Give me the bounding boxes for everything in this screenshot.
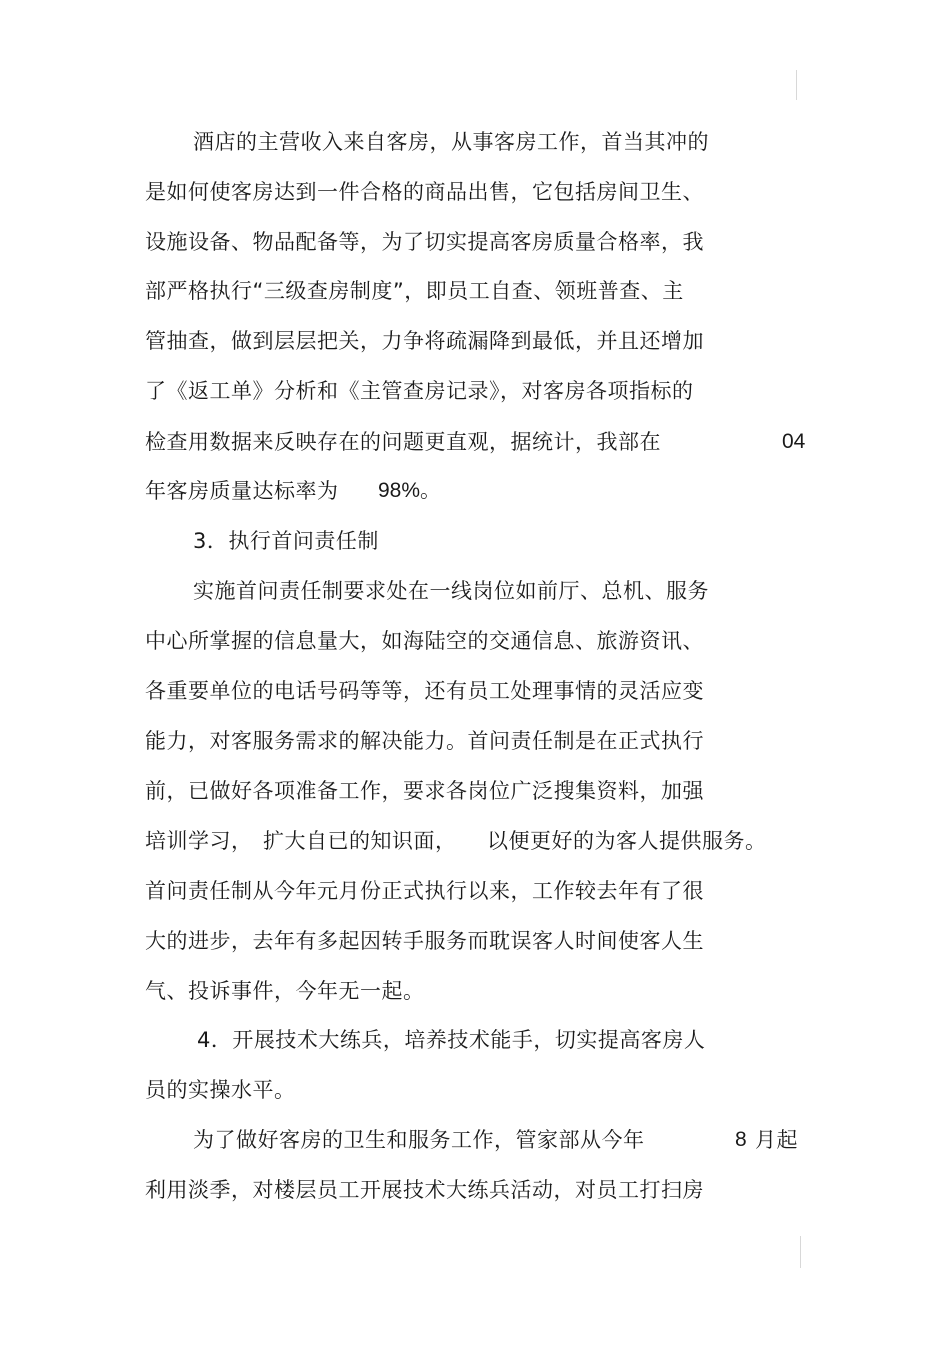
paragraph-line-8: 年客房质量达标率为: [145, 479, 339, 503]
paragraph-line-17: 气、投诉事件，今年无一起。: [145, 979, 425, 1003]
paragraph-line-19-tail: 月起: [755, 1128, 798, 1152]
paragraph-line-5: 管抽查，做到层层把关，力争将疏漏降到最低，并且还增加: [145, 329, 704, 353]
paragraph-line-1: 酒店的主营收入来自客房，从事客房工作，首当其冲的: [193, 130, 709, 154]
paragraph-line-11: 各重要单位的电话号码等等，还有员工处理事情的灵活应变: [145, 679, 704, 703]
top-right-margin-mark: [796, 70, 797, 100]
paragraph-line-20: 利用淡季，对楼层员工开展技术大练兵活动，对员工打扫房: [145, 1178, 704, 1202]
paragraph-line-3: 设施设备、物品配备等，为了切实提高客房质量合格率，我: [145, 230, 704, 254]
bottom-right-margin-mark: [800, 1236, 801, 1268]
rate-value: 98%。: [378, 479, 442, 502]
paragraph-line-18: 员的实操水平。: [145, 1078, 296, 1102]
paragraph-line-4: 部严格执行“三级查房制度”，即员工自查、领班普查、主: [145, 279, 684, 303]
paragraph-line-7: 检查用数据来反映存在的问题更直观，据统计，我部在: [145, 430, 661, 454]
paragraph-line-16: 大的进步，去年有多起因转手服务而耽误客人时间使客人生: [145, 929, 704, 953]
paragraph-line-2: 是如何使客房达到一件合格的商品出售，它包括房间卫生、: [145, 180, 704, 204]
month-value: 8: [735, 1128, 747, 1151]
paragraph-line-14c: 以便更好的为客人提供服务。: [487, 829, 767, 853]
paragraph-line-15: 首问责任制从今年元月份正式执行以来，工作较去年有了很: [145, 879, 704, 903]
section-heading-4: 4．开展技术大练兵，培养技术能手，切实提高客房人: [197, 1028, 706, 1052]
year-value: 04: [782, 430, 806, 453]
paragraph-line-10: 中心所掌握的信息量大，如海陆空的交通信息、旅游资讯、: [145, 629, 704, 653]
paragraph-line-9: 实施首问责任制要求处在一线岗位如前厅、总机、服务: [193, 579, 709, 603]
paragraph-line-19: 为了做好客房的卫生和服务工作，管家部从今年: [193, 1128, 645, 1152]
paragraph-line-14a: 培训学习，: [145, 829, 253, 853]
paragraph-line-14b: 扩大自已的知识面，: [263, 829, 457, 853]
section-heading-3: 3．执行首问责任制: [193, 529, 379, 553]
paragraph-line-6: 了《返工单》分析和《主管查房记录》，对客房各项指标的: [145, 379, 694, 403]
paragraph-line-13: 前，已做好各项准备工作，要求各岗位广泛搜集资料，加强: [145, 779, 704, 803]
paragraph-line-12: 能力，对客服务需求的解决能力。首问责任制是在正式执行: [145, 729, 704, 753]
